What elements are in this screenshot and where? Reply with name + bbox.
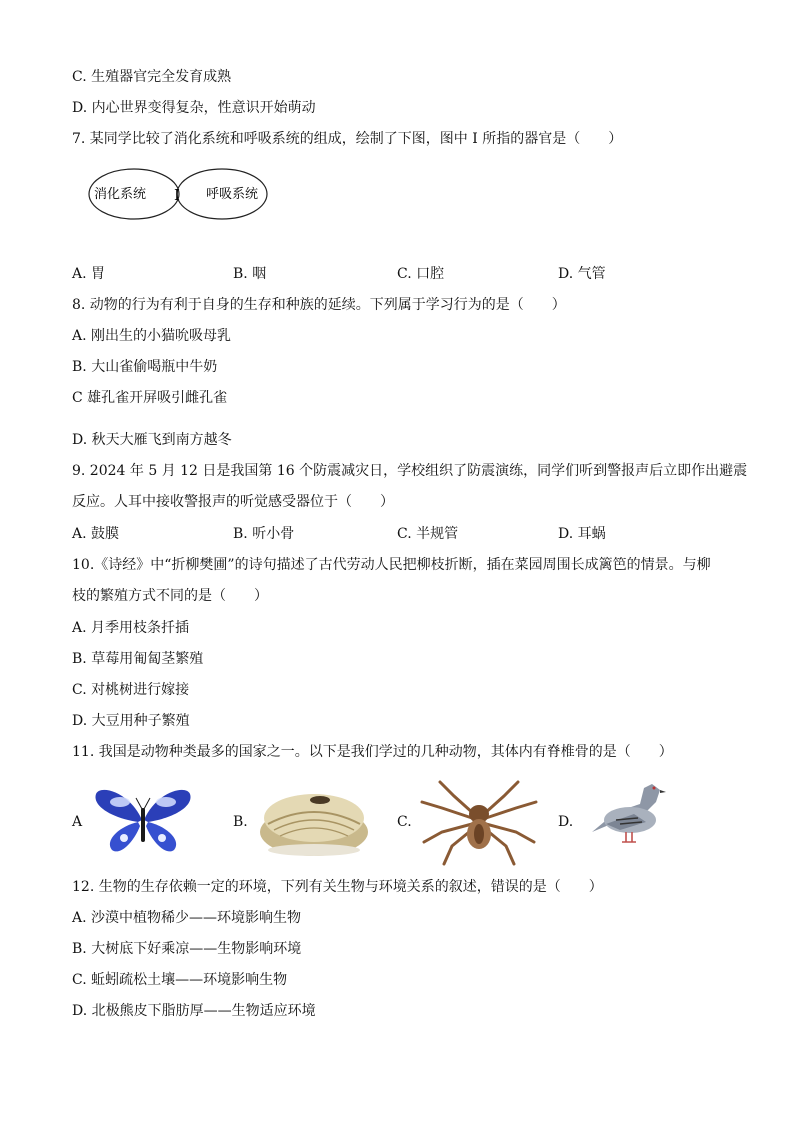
venn-right-label: 呼吸系统 <box>205 187 259 202</box>
q12-option-d: D. 北极熊皮下脂肪厚——生物适应环境 <box>72 1003 316 1019</box>
q10-option-d: D. 大豆用种子繁殖 <box>72 713 190 729</box>
q12-option-c: C. 蚯蚓疏松土壤——环境影响生物 <box>72 972 288 988</box>
clam-icon <box>256 784 372 860</box>
q11-option-c-label: C. <box>397 814 412 830</box>
q7-option-d: D. 气管 <box>558 266 606 282</box>
butterfly-icon <box>90 782 196 856</box>
q9-option-a: A. 鼓膜 <box>72 526 120 542</box>
q12-option-b: B. 大树底下好乘凉——生物影响环境 <box>72 941 302 957</box>
q8-option-b: B. 大山雀偷喝瓶中牛奶 <box>72 359 218 375</box>
q9-stem-line1: 9. 2024 年 5 月 12 日是我国第 16 个防震减灾日，学校组织了防震演练，同学们听到警报声后立即作出避震 <box>72 463 748 479</box>
pigeon-icon <box>586 778 668 852</box>
q7-option-b: B. 咽 <box>233 266 267 282</box>
q8-stem: 8. 动物的行为有利于自身的生存和种族的延续。下列属于学习行为的是（ ） <box>72 297 566 313</box>
q10-stem-line2: 枝的繁殖方式不同的是（ ） <box>72 588 268 604</box>
q9-option-d: D. 耳蜗 <box>558 526 606 542</box>
spider-icon <box>418 778 540 866</box>
venn-diagram <box>84 166 274 224</box>
q8-option-c: C 雄孔雀开屏吸引雌孔雀 <box>72 390 228 406</box>
q6-option-c: C. 生殖器官完全发育成熟 <box>72 69 232 85</box>
q9-stem-line2: 反应。人耳中接收警报声的听觉感受器位于（ ） <box>72 494 394 510</box>
q10-option-c: C. 对桃树进行嫁接 <box>72 682 190 698</box>
venn-left-label: 消化系统 <box>93 187 147 202</box>
q9-option-b: B. 听小骨 <box>233 526 295 542</box>
q12-option-a: A. 沙漠中植物稀少——环境影响生物 <box>72 910 302 926</box>
q7-stem: 7. 某同学比较了消化系统和呼吸系统的组成，绘制了下图，图中 I 所指的器官是（ ） <box>72 131 623 147</box>
q10-stem-line1: 10.《诗经》中“折柳樊圃”的诗句描述了古代劳动人民把柳枝折断，插在菜园周围长成篱笆的情景。与柳 <box>72 557 711 573</box>
q11-option-d-label: D. <box>558 814 574 830</box>
q11-stem: 11. 我国是动物种类最多的国家之一。以下是我们学过的几种动物，其体内有脊椎骨的是（ ） <box>72 744 673 760</box>
q8-option-a: A. 刚出生的小猫吮吸母乳 <box>72 328 232 344</box>
q12-stem: 12. 生物的生存依赖一定的环境，下列有关生物与环境关系的叙述，错误的是（ ） <box>72 879 603 895</box>
q6-option-d: D. 内心世界变得复杂，性意识开始萌动 <box>72 100 316 116</box>
q7-option-a: A. 胃 <box>72 266 106 282</box>
venn-center-label: I <box>174 186 180 204</box>
q10-option-a: A. 月季用枝条扦插 <box>72 620 190 636</box>
q7-option-c: C. 口腔 <box>397 266 445 282</box>
q8-option-d: D. 秋天大雁飞到南方越冬 <box>72 432 232 448</box>
q9-option-c: C. 半规管 <box>397 526 459 542</box>
q11-option-a-label: A <box>72 814 83 830</box>
q11-option-b-label: B. <box>233 814 248 830</box>
q10-option-b: B. 草莓用匍匐茎繁殖 <box>72 651 204 667</box>
